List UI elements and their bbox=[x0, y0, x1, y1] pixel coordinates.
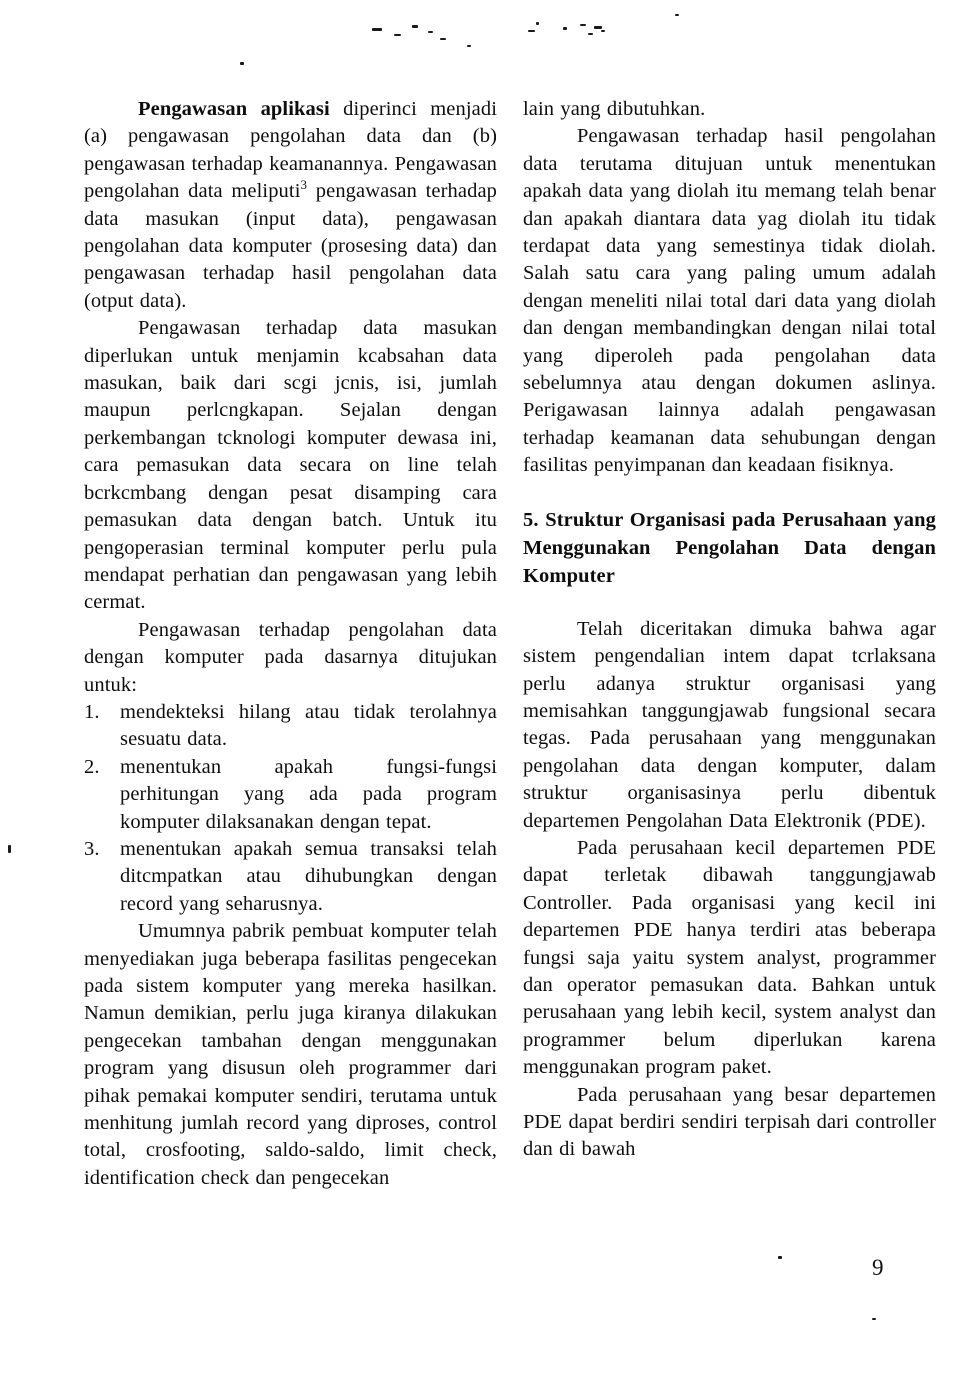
paragraph-aplikasi bbox=[84, 96, 497, 315]
scan-artifact bbox=[594, 26, 602, 29]
paragraph-perusahaan-kecil: Pada perusahaan kecil departemen PDE dapat terletak dibawah tanggungjawab Controller. Pada organisasi yang kecil ini departemen PDE hanya terdiri atas beberapa fungsi saja yaitu system analyst, programmer dan operator pemasukan data. Bahkan untuk perusahaan yang lebih kecil, system analyst dan programmer belum diperlukan karena menggunakan program paket. bbox=[523, 836, 936, 1079]
scan-artifact bbox=[563, 27, 567, 30]
scan-artifact bbox=[588, 33, 593, 35]
list-item-number: 3. bbox=[84, 837, 100, 860]
paragraph-text: diperinci menjadi (a) pengawasan pengolahan data dan (b) pengawasan terhadap keamanannya. Pengawasan pengolahan data meliputi bbox=[84, 98, 497, 203]
scan-artifact bbox=[601, 30, 605, 32]
paragraph-hasil-pengolahan: Pengawasan terhadap hasil pengolahan data terutama ditujuan untuk menentukan apakah data yang diolah itu memang telah benar dan apakah diantara data yag diolah itu tidak terdapat data yang semestinya tidak diolah. Salah satu cara yang paling umum adalah dengan meneliti nilai total dari data yang diolah dan dengan membandingkan dengan nilai total yang diperoleh pada pengolahan data sebelumnya atau dengan dokumen aslinya. Perigawasan lainnya adalah pengawasan terhadap keamanan data sehubungan dengan fasilitas penyimpanan dan keadaan fisiknya. bbox=[523, 125, 936, 477]
paragraph-lead-bold: Pengawasan aplikasi bbox=[138, 98, 330, 120]
scan-artifact bbox=[240, 62, 244, 65]
paragraph-text: pengawasan terhadap data masukan (input data), pengawasan pengolahan data komputer (prosesing data) dan pengawasan terhadap hasil pengolahan data (otput data). bbox=[84, 180, 497, 312]
list-item-text: mendekteksi hilang atau tidak terolahnya sesuatu data. bbox=[120, 700, 497, 751]
list-item-text: menentukan apakah fungsi-fungsi perhitungan yang ada pada program komputer dilaksanakan dengan tepat. bbox=[120, 755, 497, 833]
paragraph-data-masukan: Pengawasan terhadap data masukan diperlukan untuk menjamin kcabsahan data masukan, baik dari scgi jcnis, isi, jumlah maupun perlcngkapan. Sejalan dengan perkembangan tcknologi komputer dewasa ini, cara pemasukan data secara on line telah bcrkcmbang dengan pesat disamping cara pemasukan data dengan batch. Untuk itu pengoperasian terminal komputer perlu pula mendapat perhatian dan pengawasan yang lebih cermat. bbox=[84, 317, 497, 614]
paragraph-pabrik-komputer: Umumnya pabrik pembuat komputer telah menyediakan juga beberapa fasilitas pengecekan pada sistem komputer yang mereka hasilkan. Namun demikian, perlu juga kiranya dilakukan pengecekan tambahan dengan menggunakan program yang disusun oleh programmer dari pihak pemakai komputer sendiri, terutama untuk menhitung jumlah record yang diproses, control total, crosfooting, saldo-saldo, limit check, identification check dan pengecekan bbox=[84, 920, 497, 1189]
list-item-number: 1. bbox=[84, 700, 100, 723]
paragraph-struktur-organisasi: Telah diceritakan dimuka bahwa agar sistem pengendalian intem dapat tcrlaksana perlu adanya struktur organisasi yang memisahkan tanggungjawab fungsional secara tegas. Pada perusahaan yang menggunakan pengolahan data dengan komputer, dalam struktur organisasinya perlu dibentuk departemen Pengolahan Data Elektronik (PDE). bbox=[523, 617, 936, 832]
scan-artifact bbox=[528, 30, 535, 32]
scan-artifact bbox=[372, 28, 382, 31]
paragraph-tujuan-pengolahan: Pengawasan terhadap pengolahan data dengan komputer pada dasarnya ditujukan untuk: bbox=[84, 618, 497, 696]
numbered-list bbox=[84, 699, 497, 918]
paragraph-perusahaan-besar: Pada perusahaan yang besar departemen PDE dapat berdiri sendiri terpisah dari controller dan di bawah bbox=[523, 1083, 936, 1161]
paragraph-continuation: lain yang dibutuhkan. bbox=[523, 98, 706, 120]
scan-artifact bbox=[580, 24, 586, 26]
scan-artifact bbox=[440, 38, 446, 40]
list-item bbox=[84, 754, 497, 836]
scan-artifact bbox=[778, 1256, 782, 1259]
list-item bbox=[84, 699, 497, 754]
scan-artifact bbox=[675, 14, 679, 16]
scan-artifact bbox=[8, 845, 11, 853]
list-item bbox=[84, 836, 497, 918]
section-heading: 5. Struktur Organisasi pada Perusahaan yang Menggunakan Pengolahan Data dengan Komputer bbox=[523, 508, 936, 587]
scan-artifact bbox=[428, 31, 433, 33]
footnote-marker: 3 bbox=[300, 177, 308, 193]
page-number: 9 bbox=[872, 1255, 884, 1280]
scan-artifact bbox=[467, 45, 471, 47]
scan-artifact bbox=[872, 1318, 876, 1320]
scan-artifact bbox=[394, 34, 401, 36]
left-column bbox=[84, 96, 497, 1192]
right-column bbox=[523, 96, 936, 1192]
page-body bbox=[84, 96, 936, 1192]
scan-artifact bbox=[412, 25, 418, 28]
scan-artifact bbox=[536, 22, 539, 25]
list-item-text: menentukan apakah semua transaksi telah ditcmpatkan atau dihubungkan dengan record yang seharusnya. bbox=[120, 837, 497, 915]
list-item-number: 2. bbox=[84, 755, 100, 778]
